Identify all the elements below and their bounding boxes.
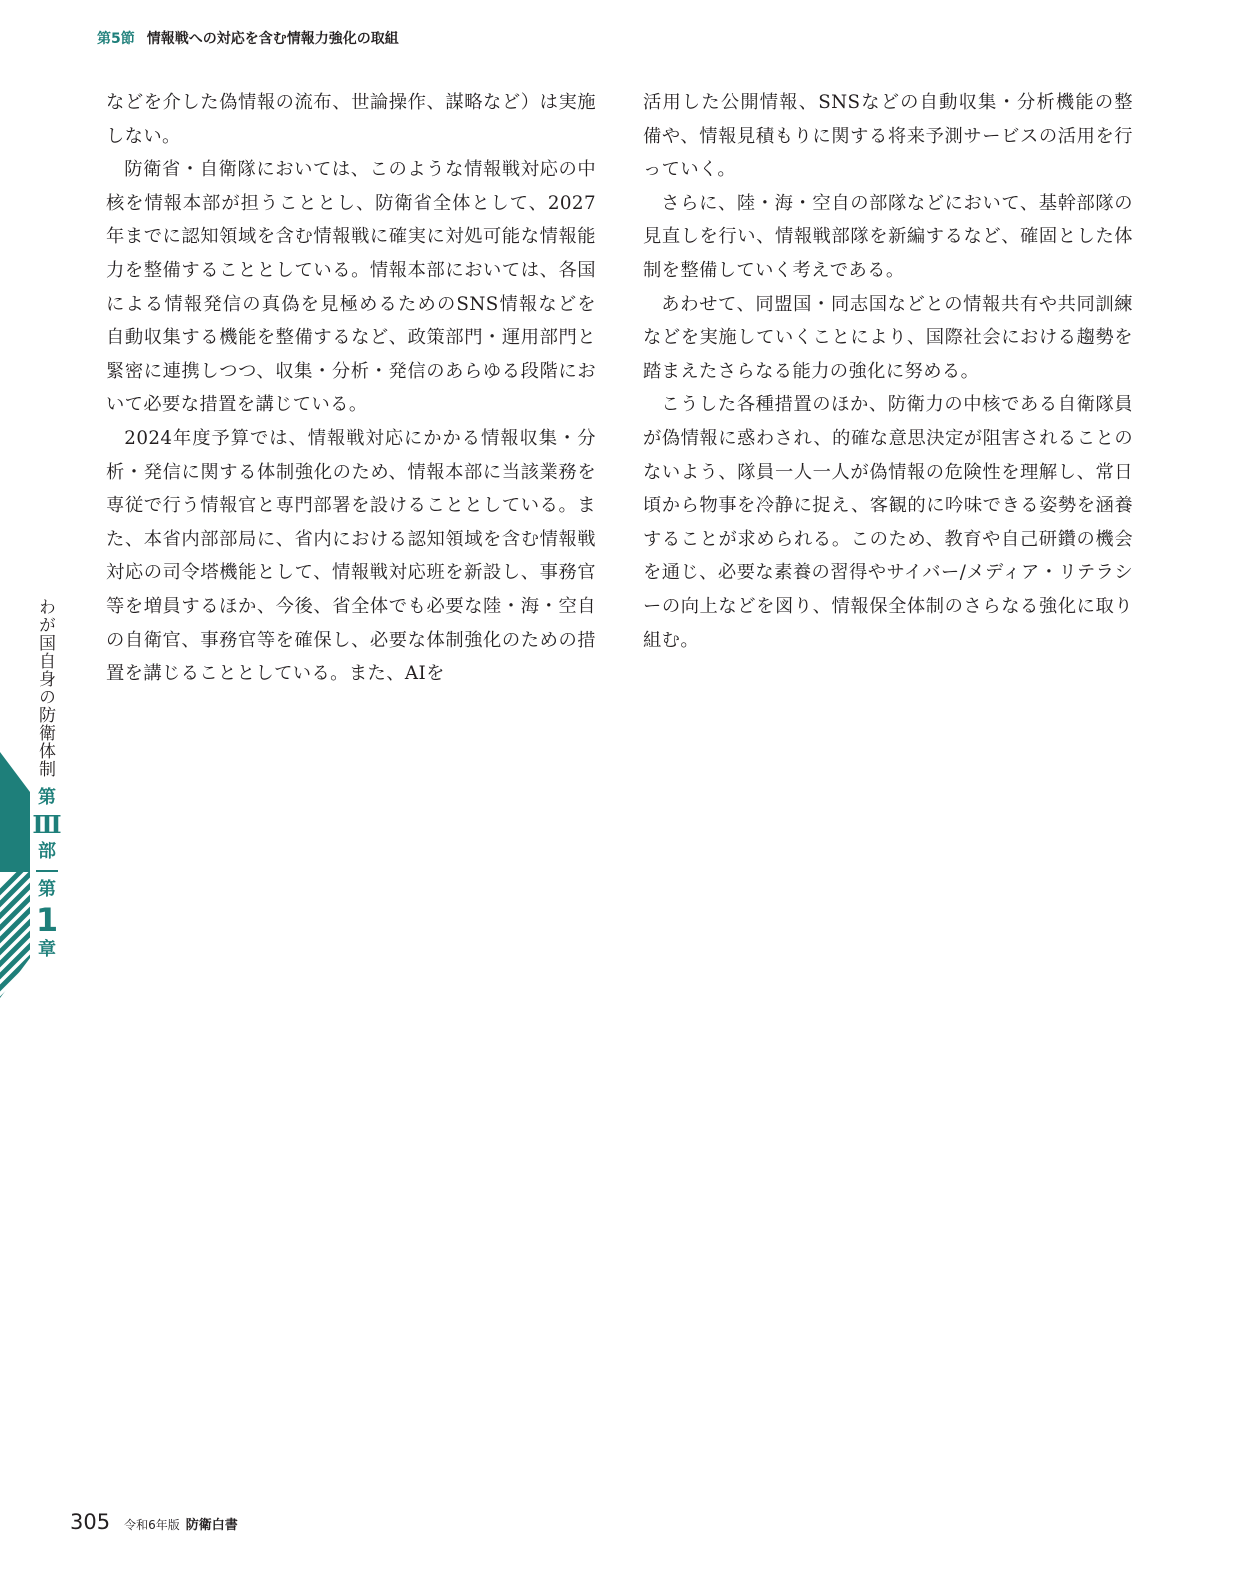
page-number: 305 [70,1510,111,1534]
paragraph: こうした各種措置のほか、防衛力の中核である自衛隊員が偽情報に惑わされ、的確な意思決定が阻害されることのないよう、隊員一人一人が偽情報の危険性を理解し、常日頃から物事を冷静に捉え、客観的に吟味できる姿勢を涵養することが求められる。このため、教育や自己研鑽の機会を通じ、必要な素養の習得やサイバー/メディア・リテラシーの向上などを図り、情報保全体制のさらなる強化に取り組む。 [643,394,1133,651]
part-prefix: 第 [38,787,56,808]
chapter-number: 1 [35,901,59,939]
paragraph: 防衛省・自衛隊においては、このような情報戦対応の中核を情報本部が担うこととし、防衛省全体として、2027年までに認知領域を含む情報戦に確実に対処可能な情報能力を整備することとしている。情報本部においては、各国による情報発信の真偽を見極めるためのSNS情報などを自動収集する機能を整備するなど、政策部門・運用部門と緊密に連携しつつ、収集・分析・発信のあらゆる段階において必要な措置を講じている。 [106,159,596,416]
part-number: Ⅲ [32,810,62,839]
marker-divider [36,870,58,872]
paragraph: さらに、陸・海・空自の部隊などにおいて、基幹部隊の見直しを行い、情報戦部隊を新編するなど、確固とした体制を整備していく考えである。 [643,192,1133,281]
paragraph: あわせて、同盟国・同志国などとの情報共有や共同訓練などを実施していくことにより、国際社会における趨勢を踏まえたさらなる能力の強化に努める。 [643,293,1133,382]
section-label: 第5節 [97,31,135,47]
running-header [97,26,399,50]
page-footer [70,1510,238,1534]
edition-label: 令和6年版 [124,1518,180,1532]
paragraph: 活用した公開情報、SNSなどの自動収集・分析機能の整備や、情報見積もりに関する将来予測サービスの活用を行っていく。 [643,92,1133,181]
chapter-tab-stripes [0,752,30,998]
book-title: 防衛白書 [185,1518,238,1533]
part-suffix: 部 [38,841,56,862]
paragraph: 2024年度予算では、情報戦対応にかかる情報収集・分析・発信に関する体制強化のため、情報本部に当該業務を専従で行う情報官と専門部署を設けることとしている。また、本省内部部局に、省内における認知領域を含む情報戦対応の司令塔機能として、情報戦対応班を新設し、事務官等を増員するほか、今後、省全体でも必要な陸・海・空自の自衛官、事務官等を確保し、必要な体制強化のための措置を講じることとしている。また、AIを [106,427,596,685]
section-title: 情報戦への対応を含む情報力強化の取組 [146,31,399,47]
left-column [106,86,596,691]
part-title-vertical: わが国自身の防衛体制 [35,598,55,778]
paragraph: などを介した偽情報の流布、世論操作、謀略など）は実施しない。 [106,92,596,147]
right-column [643,86,1133,657]
part-chapter-marker [32,786,62,962]
chapter-prefix: 第 [38,879,56,900]
chapter-suffix: 章 [38,939,56,960]
